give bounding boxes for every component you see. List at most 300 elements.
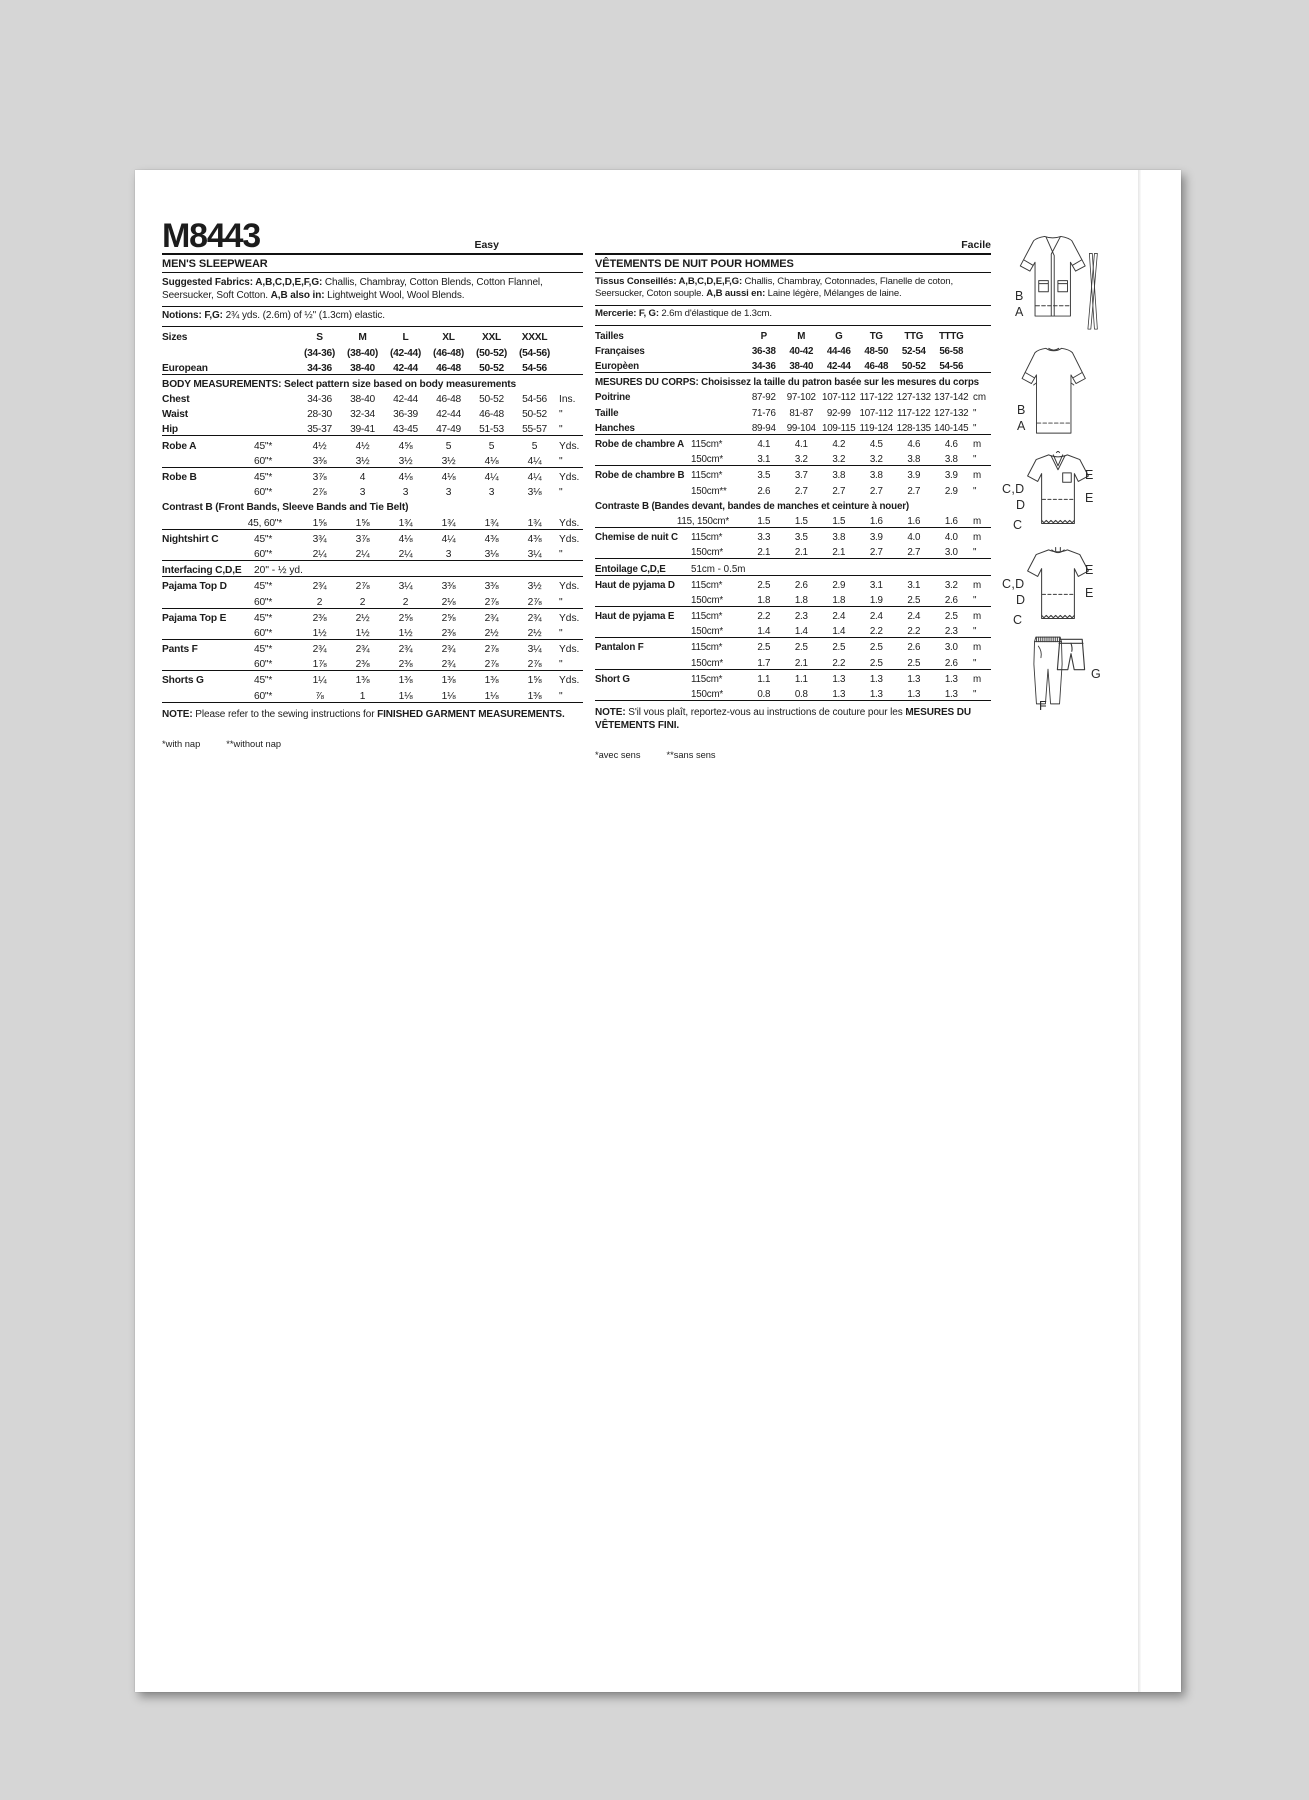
- table-row: [595, 388, 991, 403]
- yardage-value: 46-48: [479, 409, 504, 421]
- row-label: Haut de pyjama D: [595, 579, 675, 591]
- yardage-value: 2.2: [869, 626, 883, 638]
- row-label: Shorts G: [162, 675, 204, 687]
- yardage-value: 3: [488, 487, 495, 499]
- yardage-value: 2¾: [484, 612, 499, 624]
- yardage-value: 99-104: [786, 422, 816, 434]
- yardage-value: 2.5: [907, 594, 921, 606]
- yardage-value: 3¾: [312, 533, 327, 545]
- figure-label-e-sleeve: E: [1085, 468, 1094, 482]
- yardage-value: 5: [445, 440, 452, 452]
- yardage-value: 42-44: [393, 394, 418, 406]
- row-label: Pajama Top E: [162, 612, 227, 624]
- unit-label: Yds.: [559, 517, 580, 529]
- footnote-with-nap: *with nap: [162, 738, 201, 749]
- table-row: [162, 624, 583, 639]
- row-value: 20" - ½ yd.: [254, 565, 303, 577]
- row-label: Entoilage C,D,E: [595, 563, 666, 575]
- yardage-value: 54-56: [522, 394, 547, 406]
- yardage-value: 35-37: [307, 424, 332, 436]
- yardage-value: 2.4: [869, 611, 883, 623]
- yardage-value: 1⅛: [484, 690, 499, 702]
- figure-label-pants-f: F: [1039, 699, 1047, 713]
- yardage-value: 2⅞: [484, 659, 499, 671]
- yardage-value: 2.1: [794, 547, 808, 559]
- yardage-value: 40-42: [789, 345, 814, 357]
- yardage-value: 2.4: [832, 611, 846, 623]
- yardage-value: 32-34: [350, 409, 375, 421]
- yardage-value: 4½: [355, 440, 370, 452]
- table-row: [162, 467, 583, 483]
- yardage-value: 2⅜: [398, 659, 413, 671]
- fabric-width: 60"*: [254, 690, 273, 702]
- yardage-value: 42-44: [826, 361, 851, 373]
- tie-belt-drawing: [1085, 250, 1101, 334]
- yardage-value: 2.5: [794, 642, 808, 654]
- yardage-value: 1⅜: [527, 690, 542, 702]
- yardage-value: 1.4: [832, 626, 846, 638]
- yardage-value: 1.6: [907, 515, 921, 527]
- yardage-value: 1.7: [757, 657, 771, 669]
- yardage-value: 1.9: [869, 594, 883, 606]
- yardage-value: 1⅝: [355, 517, 370, 529]
- table-row: [162, 420, 583, 435]
- unit-label: Yds.: [559, 581, 580, 593]
- table-row: [162, 639, 583, 655]
- row-label: Interfacing C,D,E: [162, 565, 242, 577]
- fabric-width: 150cm*: [691, 454, 724, 466]
- unit-label: Yds.: [559, 472, 580, 484]
- text-segment: Please refer to the sewing instructions for: [195, 708, 378, 720]
- yardage-value: 4¼: [527, 472, 542, 484]
- table-row: [595, 465, 991, 481]
- yardage-value: 3.9: [944, 470, 958, 482]
- yardage-value: 39-41: [350, 424, 375, 436]
- yardage-value: (50-52): [475, 347, 508, 359]
- yardage-value: 4½: [312, 440, 327, 452]
- unit-label: ": [973, 594, 977, 606]
- pattern-header: [162, 205, 583, 255]
- table-row: [162, 670, 583, 686]
- pattern-number: M8443: [162, 217, 260, 256]
- yardage-value: 2½: [355, 612, 370, 624]
- yardage-value: 51-53: [479, 424, 504, 436]
- text-segment: A,B aussi en:: [706, 288, 768, 300]
- yardage-value: 1¾: [441, 517, 456, 529]
- unit-label: ": [559, 487, 563, 499]
- yardage-value: 1.3: [944, 673, 958, 685]
- section-label: MESURES DU CORPS: Choisissez la taille du patron basée sur les mesures du corps: [595, 377, 979, 389]
- suggested-fabrics-en: [162, 273, 583, 307]
- pattern-header-fr: [595, 205, 991, 255]
- yardage-value: 3: [445, 487, 452, 499]
- yardage-value: 48-50: [864, 345, 889, 357]
- text-segment: FINISHED GARMENT MEASUREMENTS.: [377, 708, 565, 720]
- yardage-value: 56-58: [939, 345, 964, 357]
- yardage-value: 3⅞: [355, 533, 370, 545]
- yardage-value: XL: [442, 332, 455, 344]
- table-row: [162, 576, 583, 592]
- fabric-width: 150cm**: [691, 485, 727, 497]
- yardage-value: 4¼: [527, 455, 542, 467]
- yardage-value: 2⅝: [441, 612, 456, 624]
- yardage-value: 109-115: [822, 422, 856, 434]
- table-row: [162, 374, 583, 390]
- table-row: [595, 606, 991, 622]
- text-segment: Lightweight Wool, Wool Blends.: [327, 289, 465, 301]
- row-label: Sizes: [162, 332, 188, 344]
- yardage-value: 44-46: [826, 345, 851, 357]
- robe-front-drawing: [1015, 232, 1089, 319]
- yardage-value: 71-76: [751, 407, 776, 419]
- yardage-value: 4⅛: [441, 472, 456, 484]
- yardage-value: 38-40: [350, 394, 375, 406]
- french-column: [595, 205, 991, 760]
- row-label: Pants F: [162, 644, 198, 656]
- yardage-value: 4.0: [907, 532, 921, 544]
- table-row: [595, 669, 991, 685]
- text-segment: 2.6m d'élastique de 1.3cm.: [661, 308, 772, 320]
- yardage-value: 2⅜: [355, 659, 370, 671]
- difficulty-label-en: Easy: [474, 239, 499, 251]
- yardage-value: 0.8: [757, 689, 771, 701]
- yardage-value: 2¾: [398, 644, 413, 656]
- yardage-value: 1.8: [757, 594, 771, 606]
- row-label: Pantalon F: [595, 642, 644, 654]
- yardage-value: 3.5: [794, 532, 808, 544]
- yardage-value: 2⅞: [484, 644, 499, 656]
- table-row: [595, 357, 991, 372]
- fabric-width: 45"*: [254, 612, 273, 624]
- note-fr: [595, 706, 991, 732]
- yardage-value: 3: [445, 548, 452, 560]
- row-label: Robe B: [162, 472, 197, 484]
- yardage-value: 3½: [355, 455, 370, 467]
- yardage-value: 5: [531, 440, 538, 452]
- yardage-value: 38-40: [789, 361, 814, 373]
- yardage-value: 3.9: [869, 532, 883, 544]
- yardage-value: 107-112: [859, 407, 893, 419]
- unit-label: ": [973, 485, 977, 497]
- yardage-value: 1.8: [832, 594, 846, 606]
- shorts-drawing: [1055, 636, 1087, 673]
- fabric-width: 150cm*: [691, 689, 724, 701]
- yardage-value: 34-36: [751, 361, 776, 373]
- yardage-value: 46-48: [864, 361, 889, 373]
- yardage-value: 4: [359, 472, 366, 484]
- yardage-value: 50-52: [522, 409, 547, 421]
- fabric-width: 115cm*: [691, 439, 723, 451]
- yardage-value: 1¾: [398, 517, 413, 529]
- yardage-value: 55-57: [522, 424, 547, 436]
- yardage-value: 50-52: [479, 362, 504, 374]
- yardage-value: 52-54: [901, 345, 926, 357]
- text-segment: MESURES DU VÊTEMENTS FINI.: [595, 707, 972, 732]
- table-row: [162, 483, 583, 498]
- table-row: [595, 527, 991, 543]
- table-row: [162, 435, 583, 451]
- yardage-value: 50-52: [901, 361, 926, 373]
- yardage-value: 4⅜: [484, 533, 499, 545]
- yardage-value: 1.3: [907, 689, 921, 701]
- fabric-width: 60"*: [254, 596, 273, 608]
- unit-label: ": [559, 424, 563, 436]
- unit-label: ": [973, 626, 977, 638]
- figure-label-c: C: [1013, 518, 1023, 532]
- yardage-value: 42-44: [393, 362, 418, 374]
- tie-belt-illustration: [1085, 250, 1103, 340]
- yardage-value: 2.2: [832, 657, 846, 669]
- yardage-value: (54-56): [518, 347, 551, 359]
- yardage-value: 2⅞: [527, 596, 542, 608]
- yardage-value: 2.1: [757, 547, 771, 559]
- fabric-width: 115cm*: [691, 532, 723, 544]
- table-row: [595, 342, 991, 357]
- yardage-value: 1.6: [944, 515, 958, 527]
- table-row: [595, 543, 991, 558]
- yardage-value: 2.7: [869, 485, 883, 497]
- unit-label: m: [973, 470, 982, 482]
- text-segment: Mercerie: F, G:: [595, 308, 662, 320]
- english-column: [162, 205, 583, 749]
- unit-label: ": [559, 409, 563, 421]
- yardage-value: 3.1: [869, 579, 883, 591]
- text-segment: Challis, Chambray, Cotonnades, Flanelle de coton, Seersucker, Coton souple.: [595, 275, 953, 300]
- unit-label: ": [559, 659, 563, 671]
- yardage-value: 36-39: [393, 409, 418, 421]
- footnote-sans-sens: **sans sens: [666, 750, 716, 761]
- yardage-value: 3⅛: [484, 548, 499, 560]
- yardage-value: 2¾: [312, 644, 327, 656]
- unit-label: m: [973, 579, 982, 591]
- yardage-value: 2⅞: [527, 659, 542, 671]
- row-label: Robe de chambre A: [595, 439, 685, 451]
- unit-label: m: [973, 673, 982, 685]
- yardage-value: (38-40): [346, 347, 379, 359]
- text-segment: A,B also in:: [270, 289, 328, 301]
- yardage-value: 3.5: [757, 470, 771, 482]
- yardage-value: 3¼: [527, 548, 542, 560]
- fabric-width: 115cm*: [691, 579, 723, 591]
- yardage-value: L: [402, 332, 409, 344]
- yardage-value: 1⅜: [484, 675, 499, 687]
- table-row: [595, 558, 991, 574]
- yardage-value: 4⅜: [527, 533, 542, 545]
- yardage-value: 1.5: [832, 515, 846, 527]
- yardage-value: 2.1: [832, 547, 846, 559]
- yardage-value: 1⅜: [441, 675, 456, 687]
- yardage-value: 4.5: [869, 439, 883, 451]
- row-label: Pajama Top D: [162, 581, 227, 593]
- yardage-value: 47-49: [436, 424, 461, 436]
- fabric-width: 115, 150cm*: [676, 515, 729, 527]
- row-label: Poitrine: [595, 392, 631, 404]
- yardage-value: 3.2: [794, 454, 808, 466]
- fabric-width: 45"*: [254, 472, 273, 484]
- fabric-width: 45"*: [254, 644, 273, 656]
- yardage-value: 137-142: [934, 392, 969, 404]
- yardage-value: P: [760, 330, 767, 342]
- yardage-value: 4¼: [484, 472, 499, 484]
- unit-label: ": [559, 455, 563, 467]
- yardage-value: 2⅛: [441, 596, 456, 608]
- yardage-value: 89-94: [751, 422, 776, 434]
- text-segment: 2¾ yds. (2.6m) of ½" (1.3cm) elastic.: [225, 310, 385, 322]
- title-fr: VÊTEMENTS DE NUIT POUR HOMMES: [595, 255, 991, 273]
- table-row: [162, 529, 583, 545]
- fabric-width: 115cm*: [691, 611, 723, 623]
- yardage-value: 2.7: [832, 485, 846, 497]
- row-label: Taille: [595, 407, 619, 419]
- unit-label: m: [973, 515, 982, 527]
- yardage-value: 2¾: [527, 612, 542, 624]
- unit-label: ": [559, 548, 563, 560]
- yardage-value: 3⅜: [312, 455, 327, 467]
- table-row: [595, 591, 991, 606]
- yardage-value: 3⅜: [441, 581, 456, 593]
- yardage-value: 117-122: [897, 407, 931, 419]
- fabric-width: 60"*: [254, 659, 273, 671]
- text-segment: NOTE:: [162, 708, 196, 720]
- yardage-value: 97-102: [786, 392, 816, 404]
- table-row: [162, 498, 583, 513]
- yardage-value: 4⅝: [398, 440, 413, 452]
- fabric-width: 45"*: [254, 533, 273, 545]
- text-segment: S'il vous plaît, reportez-vous au instructions de couture pour les: [628, 707, 906, 719]
- yardage-value: 2: [359, 596, 366, 608]
- yardage-value: 43-45: [393, 424, 418, 436]
- yardage-value: 2.6: [757, 485, 771, 497]
- robe-back-drawing: [1017, 344, 1089, 436]
- yardage-value: 2.4: [907, 611, 921, 623]
- yardage-value: 3.2: [832, 454, 846, 466]
- yardage-value: 1.3: [944, 689, 958, 701]
- yardage-value: 2.5: [832, 642, 846, 654]
- table-row: [162, 343, 583, 358]
- yardage-value: 2.5: [869, 642, 883, 654]
- figure-label-cd: C,D: [1002, 482, 1025, 496]
- yardage-value: 1.4: [757, 626, 771, 638]
- yardage-value: 4¼: [441, 533, 456, 545]
- row-label: Françaises: [595, 345, 645, 357]
- unit-label: m: [973, 439, 982, 451]
- yardage-value: 3.3: [757, 532, 771, 544]
- row-label: Robe de chambre B: [595, 470, 685, 482]
- yardage-value: 2.6: [907, 642, 921, 654]
- table-row: [595, 327, 991, 342]
- yardage-value: 1¾: [527, 517, 542, 529]
- robe-back-illustration: [1003, 342, 1107, 444]
- unit-label: Yds.: [559, 675, 580, 687]
- yardage-value: 3⅛: [527, 487, 542, 499]
- yardage-value: 1⅝: [312, 517, 327, 529]
- yardage-value: 2: [402, 596, 409, 608]
- fabric-width: 150cm*: [691, 594, 724, 606]
- figure-label-e-sleeve-back: E: [1085, 563, 1094, 577]
- yardage-value: 2.9: [944, 485, 958, 497]
- yardage-value: 34-36: [307, 394, 332, 406]
- yardage-value: 3.8: [907, 454, 921, 466]
- row-label: Robe A: [162, 440, 197, 452]
- yardage-value: 2.9: [832, 579, 846, 591]
- table-row: [162, 513, 583, 528]
- yardage-value: 2.7: [869, 547, 883, 559]
- fabric-width: 45"*: [254, 675, 273, 687]
- yardage-value: 3¼: [527, 644, 542, 656]
- yardage-value: 2.5: [944, 611, 958, 623]
- figure-label-cd-back: C,D: [1002, 577, 1025, 591]
- yardage-value: 4⅛: [484, 455, 499, 467]
- table-row: [162, 405, 583, 420]
- suggested-fabrics-fr: [595, 273, 991, 306]
- yardage-value: 34-36: [307, 362, 332, 374]
- yardage-value: 2¼: [355, 548, 370, 560]
- yardage-value: 2.7: [907, 485, 921, 497]
- yardage-value: 5: [488, 440, 495, 452]
- yardage-value: 2½: [527, 627, 542, 639]
- yardage-value: 2.5: [757, 579, 771, 591]
- yardage-value: 1⅜: [398, 675, 413, 687]
- fabric-width: 45"*: [254, 440, 273, 452]
- yardage-value: 4.6: [944, 439, 958, 451]
- figure-label-robe-b: B: [1015, 289, 1024, 303]
- row-label: Short G: [595, 673, 630, 685]
- yardage-value: 2¼: [398, 548, 413, 560]
- unit-label: ": [973, 422, 977, 434]
- unit-label: ": [973, 454, 977, 466]
- unit-label: Yds.: [559, 440, 580, 452]
- table-row: [595, 685, 991, 701]
- row-label: European: [162, 362, 208, 374]
- yardage-value: 140-145: [934, 422, 969, 434]
- yardage-value: 2.6: [794, 579, 808, 591]
- text-segment: Challis, Chambray, Cotton Blends, Cotton Flannel, Seersucker, Soft Cotton.: [162, 276, 543, 301]
- figure-label-c-back: C: [1013, 613, 1023, 627]
- yardage-value: 46-48: [436, 362, 461, 374]
- footnote-avec-sens: *avec sens: [595, 750, 641, 761]
- table-row: [162, 592, 583, 607]
- yardage-value: 2⅝: [398, 612, 413, 624]
- yardage-value: 3½: [441, 455, 456, 467]
- table-row: [595, 653, 991, 668]
- yardage-value: 46-48: [436, 394, 461, 406]
- yardage-value: 1.3: [869, 689, 883, 701]
- footnote-fr: [595, 750, 991, 760]
- yardage-value: 2.1: [794, 657, 808, 669]
- yardage-value: 38-40: [350, 362, 375, 374]
- yardage-value: 54-56: [522, 362, 547, 374]
- row-label: Chemise de nuit C: [595, 532, 678, 544]
- yardage-value: 3.1: [907, 579, 921, 591]
- table-row: [162, 545, 583, 560]
- yardage-table-en: [162, 327, 583, 703]
- unit-label: cm: [973, 392, 987, 404]
- yardage-value: 127-132: [896, 392, 931, 404]
- yardage-value: M: [797, 330, 806, 342]
- yardage-value: 1½: [312, 627, 327, 639]
- table-row: [595, 450, 991, 465]
- unit-label: ": [973, 689, 977, 701]
- nightshirt-back-drawing: [1019, 546, 1097, 624]
- difficulty-label-fr: Facile: [961, 239, 991, 251]
- yardage-value: (46-48): [432, 347, 465, 359]
- yardage-value: 4.6: [907, 439, 921, 451]
- yardage-value: 3.9: [907, 470, 921, 482]
- envelope-back-page: [135, 170, 1181, 1692]
- yardage-value: 1¼: [312, 675, 327, 687]
- text-segment: Laine légère, Mélanges de laine.: [767, 288, 902, 300]
- table-row: [595, 403, 991, 418]
